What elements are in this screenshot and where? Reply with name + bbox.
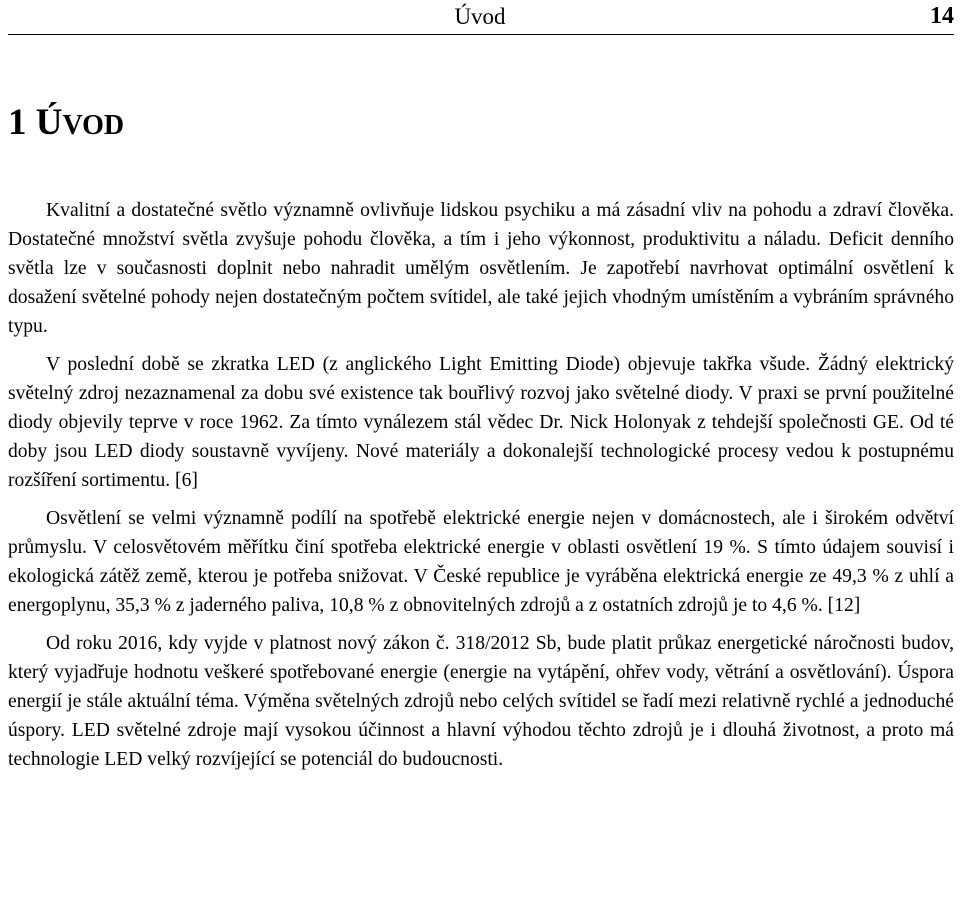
chapter-title-rest: VOD [62, 110, 125, 141]
body-text [8, 196, 954, 774]
paragraph-1: Kvalitní a dostatečné světlo významně ovlivňuje lidskou psychiku a má zásadní vliv na pohodu a zdraví člověka. Dostatečné množství světla zvyšuje pohodu člověka, a tím i jeho výkonnost, produktivitu a náladu. Deficit denního světla lze v současnosti doplnit nebo nahradit umělým osvětlením. Je zapotřebí navrhovat optimální osvětlení k dosažení světelné pohody nejen dostatečným počtem svítidel, ale také jejich vhodným umístěním a vybráním správného typu. [8, 200, 954, 337]
running-header-title: Úvod [454, 4, 506, 29]
paragraph-3: Osvětlení se velmi významně podílí na spotřebě elektrické energie nejen v domácnostech, ale i širokém odvětví průmyslu. V celosvětovém měřítku činí spotřeba elektrické energie v oblasti osvětlení 19 %. S tímto údajem souvisí i ekologická zátěž země, kterou je potřeba snižovat. V České republice je vyráběna elektrická energie ze 49,3 % z uhlí a energoplynu, 35,3 % z jaderného paliva, 10,8 % z obnovitelných zdrojů a z ostatních zdrojů je to 4,6 %. [12] [8, 508, 954, 616]
chapter-title-initial: Ú [35, 102, 63, 143]
chapter-number: 1 [8, 102, 27, 143]
running-header [0, 0, 960, 36]
chapter-heading [8, 100, 124, 149]
paragraph-2: V poslední době se zkratka LED (z anglického Light Emitting Diode) objevuje takřka všude. Žádný elektrický světelný zdroj nezaznamenal za dobu své existence tak bouřlivý rozvoj jako světelné diody. V praxi se první použitelné diody objevily teprve v roce 1962. Za tímto vynálezem stál vědec Dr. Nick Holonyak z tehdejší společnosti GE. Od té doby jsou LED diody soustavně vyvíjeny. Nové materiály a dokonalejší technologické procesy vedou k postupnému rozšíření sortimentu. [6] [8, 354, 954, 491]
page-number: 14 [930, 3, 954, 29]
header-rule [8, 34, 954, 35]
paragraph-4: Od roku 2016, kdy vyjde v platnost nový zákon č. 318/2012 Sb, bude platit průkaz energetické náročnosti budov, který vyjadřuje hodnotu veškeré spotřebované energie (energie na vytápění, ohřev vody, větrání a osvětlování). Úspora energií je stále aktuální téma. Výměna světelných zdrojů nebo celých svítidel se řadí mezi relativně rychlé a jednoduché úspory. LED světelné zdroje mají vysokou účinnost a hlavní výhodou těchto zdrojů je i dlouhá životnost, a proto má technologie LED velký rozvíjející se potenciál do budoucnosti. [8, 633, 954, 770]
